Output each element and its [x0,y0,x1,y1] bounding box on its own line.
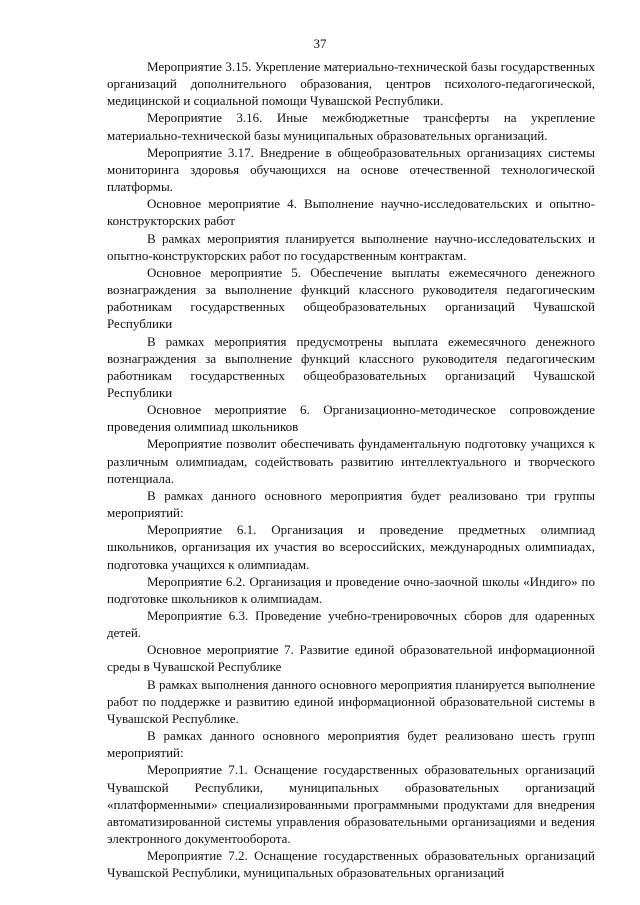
paragraph-main-measure-7: Основное мероприятие 7. Развитие единой образовательной информационной среды в Чувашской Республике [107,642,595,675]
paragraph-measure-7-2: Мероприятие 7.2. Оснащение государственных образовательных организаций Чувашской Республики, муниципальных образовательных организаций [107,848,595,881]
paragraph-measure-7-1: Мероприятие 7.1. Оснащение государственных образовательных организаций Чувашской Республики, муниципальных образовательных организаций «платформенными» специализированными программными продуктами для внедрения автоматизированной системы управления образовательными организациями и ведения электронного документооборота. [107,762,595,847]
paragraph-measure-3-16: Мероприятие 3.16. Иные межбюджетные трансферты на укрепление материально-технической базы муниципальных образовательных организаций. [107,110,595,143]
paragraph-main-measure-6-groups: В рамках данного основного мероприятия будет реализовано три группы мероприятий: [107,487,595,521]
paragraph-measure-3-17: Мероприятие 3.17. Внедрение в общеобразовательных организациях системы мониторинга здоровья обучающихся на основе отечественной технологической платформы. [107,144,595,195]
paragraph-measure-6-3: Мероприятие 6.3. Проведение учебно-тренировочных сборов для одаренных детей. [107,608,595,641]
paragraph-main-measure-7-description: В рамках выполнения данного основного мероприятия планируется выполнение работ по поддержке и развитию единой информационной образовательной системы в Чувашской Республике. [107,676,595,726]
paragraph-main-measure-7-groups: В рамках данного основного мероприятия будет реализовано шесть групп мероприятий: [107,728,595,761]
document-body [107,58,595,882]
paragraph-measure-3-15: Мероприятие 3.15. Укрепление материально-технической базы государственных организаций дополнительного образования, центров психолого-педагогической, медицинской и социальной помощи Чувашской Республики. [107,59,595,109]
page-number: 37 [313,36,327,51]
paragraph-main-measure-6-goal: Мероприятие позволит обеспечивать фундаментальную подготовку учащихся к различным олимпиадам, содействовать развитию интеллектуального и творческого потенциала. [107,436,595,486]
paragraph-main-measure-5-description: В рамках мероприятия предусмотрены выплата ежемесячного денежного вознаграждения за выполнение функций классного руководителя педагогическим работникам государственных общеобразовательных организаций Чувашской Республики [107,333,595,400]
paragraph-main-measure-6: Основное мероприятие 6. Организационно-методическое сопровождение проведения олимпиад школьников [107,402,595,435]
paragraph-main-measure-4-description: В рамках мероприятия планируется выполнение научно-исследовательских и опытно-конструкторских работ по государственным контрактам. [107,230,595,263]
paragraph-main-measure-5: Основное мероприятие 5. Обеспечение выплаты ежемесячного денежного вознаграждения за выполнение функций классного руководителя педагогическим работникам государственных общеобразовательных организаций Чувашской Республики [107,264,595,332]
paragraph-measure-6-1: Мероприятие 6.1. Организация и проведение предметных олимпиад школьников, организация их участия во всероссийских, международных олимпиадах, подготовка учащихся к олимпиадам. [107,522,595,572]
paragraph-measure-6-2: Мероприятие 6.2. Организация и проведение очно-заочной школы «Индиго» по подготовке школьников к олимпиадам. [107,573,595,606]
paragraph-main-measure-4: Основное мероприятие 4. Выполнение научно-исследовательских и опытно-конструкторских работ [107,196,595,229]
